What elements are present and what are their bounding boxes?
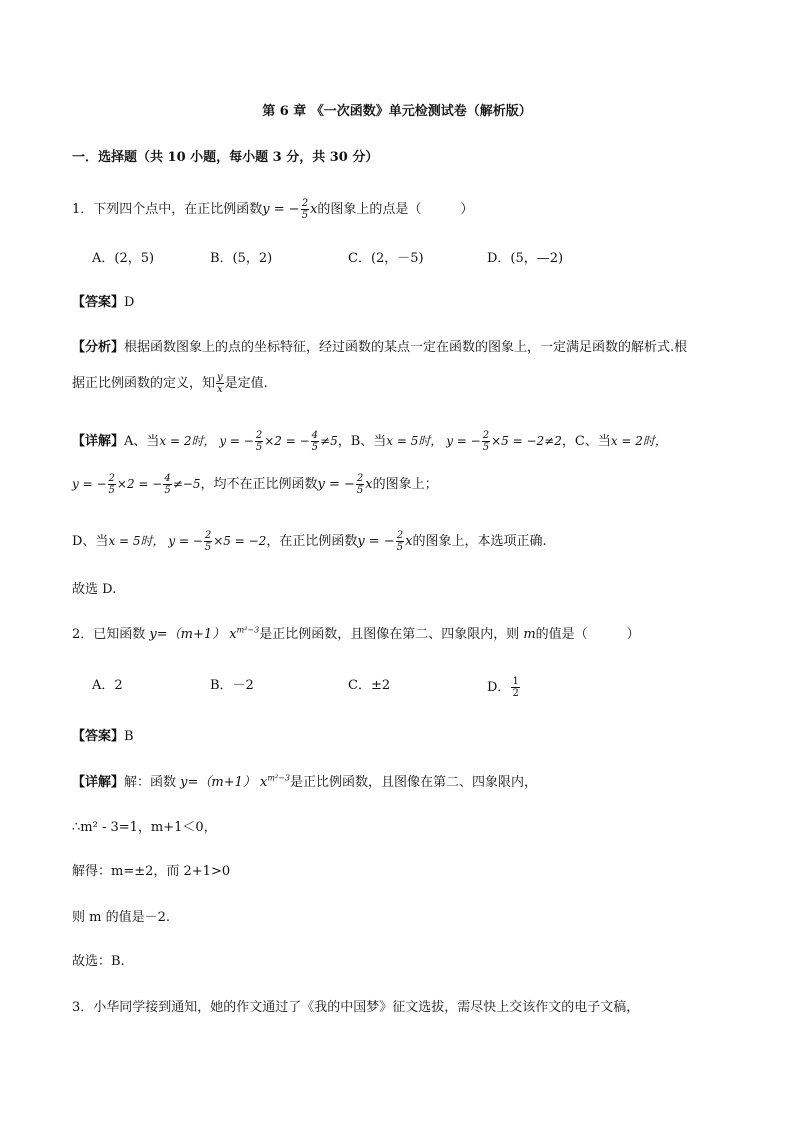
q1-option-b: B．(5，2) (210, 251, 273, 266)
q2-step-1: ∴m² - 3=1，m+1＜0， (72, 820, 217, 835)
detail-d-mid: ，在正比例函数 (266, 534, 358, 549)
page-title: 第 6 章 《一次函数》单元检测试卷（解析版） (262, 104, 532, 119)
detail-row2-text: ，均不在正比例函数 (200, 477, 318, 492)
q2-step-3: 则 m 的值是－2. (72, 910, 170, 925)
q2-option-d (487, 676, 521, 699)
answer-label: 【答案】 (72, 729, 125, 744)
answer-value: D (124, 295, 135, 310)
q1-stem-text: 1．下列四个点中，在正比例函数 (72, 202, 263, 217)
detail-a-eq: y = − $\frac{2}{5}$ ×2 = − $\frac{4}{5}$ ≠5 (215, 430, 338, 453)
q1-analysis-line-2 (72, 372, 268, 395)
analysis-text-3: 是定值. (224, 376, 268, 391)
detail-label: 【详解】 (72, 775, 125, 790)
q2-stem-text: 2．已知函数 (72, 627, 150, 642)
q2-option-a: A．2 (92, 678, 123, 693)
q2-stem (72, 625, 640, 645)
q1-option-d: D．(5，—2) (487, 251, 564, 266)
detail-b-eq: y = − $\frac{2}{5}$ ×5 = −2≠2 (442, 430, 562, 453)
q2-detail-equation: y=（m+1） $x^{m^2-3}$ (180, 773, 290, 790)
q2-option-d-fraction: $\frac{1}{2}$ (512, 676, 519, 699)
ratio-fraction: $\frac{y}{x}$ (217, 372, 223, 395)
q2-detail-line-1 (72, 773, 537, 793)
detail-d-condition: x = 5时， (108, 534, 165, 548)
analysis-text-2: 据正比例函数的定义，知 (72, 376, 216, 391)
q2-var-m: m (523, 627, 536, 642)
q2-answer (72, 727, 134, 747)
answer-value: B (124, 729, 134, 744)
q1-stem (72, 198, 473, 221)
q2-option-b: B．－2 (210, 678, 254, 693)
q3-stem: 3．小华同学接到通知，她的作文通过了《我的中国梦》征文选拔，需尽快上交该作文的电子文稿， (72, 1000, 640, 1015)
section-heading: 一．选择题（共 10 小题，每小题 3 分，共 30 分） (72, 150, 379, 165)
q2-step-2: 解得：m=±2，而 2+1>0 (72, 864, 231, 879)
detail-row2-end: 的图象上； (372, 477, 438, 492)
detail-d-end: 的图象上，本选项正确. (412, 534, 547, 549)
detail-c-prefix: ，C、当 (561, 434, 611, 449)
q1-stem-suffix: 的图象上的点是（ ） (317, 202, 474, 217)
q2-equation: y=（m+1） $x^{m^2-3}$ (149, 625, 260, 642)
q2-stem-end: 的值是（ ） (535, 627, 640, 642)
analysis-text: 根据函数图象上的点的坐标特征，经过函数的某点一定在函数的图象上，一定满足函数的解析式.根 (124, 340, 688, 355)
q1-option-a: A．(2，5) (92, 251, 155, 266)
q2-option-c: C．±2 (348, 678, 391, 693)
q1-equation: y = − $\frac{2}{5}$ x (262, 198, 318, 221)
q1-analysis-line-1 (72, 338, 687, 358)
answer-label: 【答案】 (72, 295, 125, 310)
detail-d-prefix: D、当 (72, 534, 109, 549)
detail-text: 解：函数 (124, 775, 181, 790)
detail-d-func: y = − $\frac{2}{5}$ x (357, 530, 413, 553)
analysis-label: 【分析】 (72, 340, 125, 355)
detail-a-condition: x = 2时， (159, 434, 216, 448)
q2-option-d-label: D． (487, 680, 511, 695)
detail-d-eq: y = − $\frac{2}{5}$ ×5 = −2 (164, 530, 267, 553)
detail-c-eq: y = − $\frac{2}{5}$ ×2 = − $\frac{4}{5}$ ≠−5 (72, 473, 201, 496)
detail-b-condition: x = 5时， (386, 434, 443, 448)
q1-detail-line-3 (72, 530, 547, 553)
q1-conclusion: 故选 D. (72, 582, 117, 597)
detail-c-condition: x = 2时， (610, 434, 667, 448)
q1-detail-line-1 (72, 430, 667, 453)
q1-detail-line-2 (72, 473, 438, 496)
q2-conclusion: 故选：B. (72, 954, 125, 969)
detail-label: 【详解】 (72, 434, 125, 449)
detail-a-prefix: A、当 (124, 434, 160, 449)
q1-option-c: C．(2，－5) (348, 251, 424, 266)
detail-row2-eq: y = − $\frac{2}{5}$ x (317, 473, 373, 496)
detail-text-2: 是正比例函数，且图像在第二、四象限内， (289, 775, 537, 790)
q2-stem-mid: 是正比例函数，且图像在第二、四象限内，则 (259, 627, 524, 642)
detail-b-prefix: ，B、当 (337, 434, 387, 449)
q1-answer (72, 293, 134, 313)
